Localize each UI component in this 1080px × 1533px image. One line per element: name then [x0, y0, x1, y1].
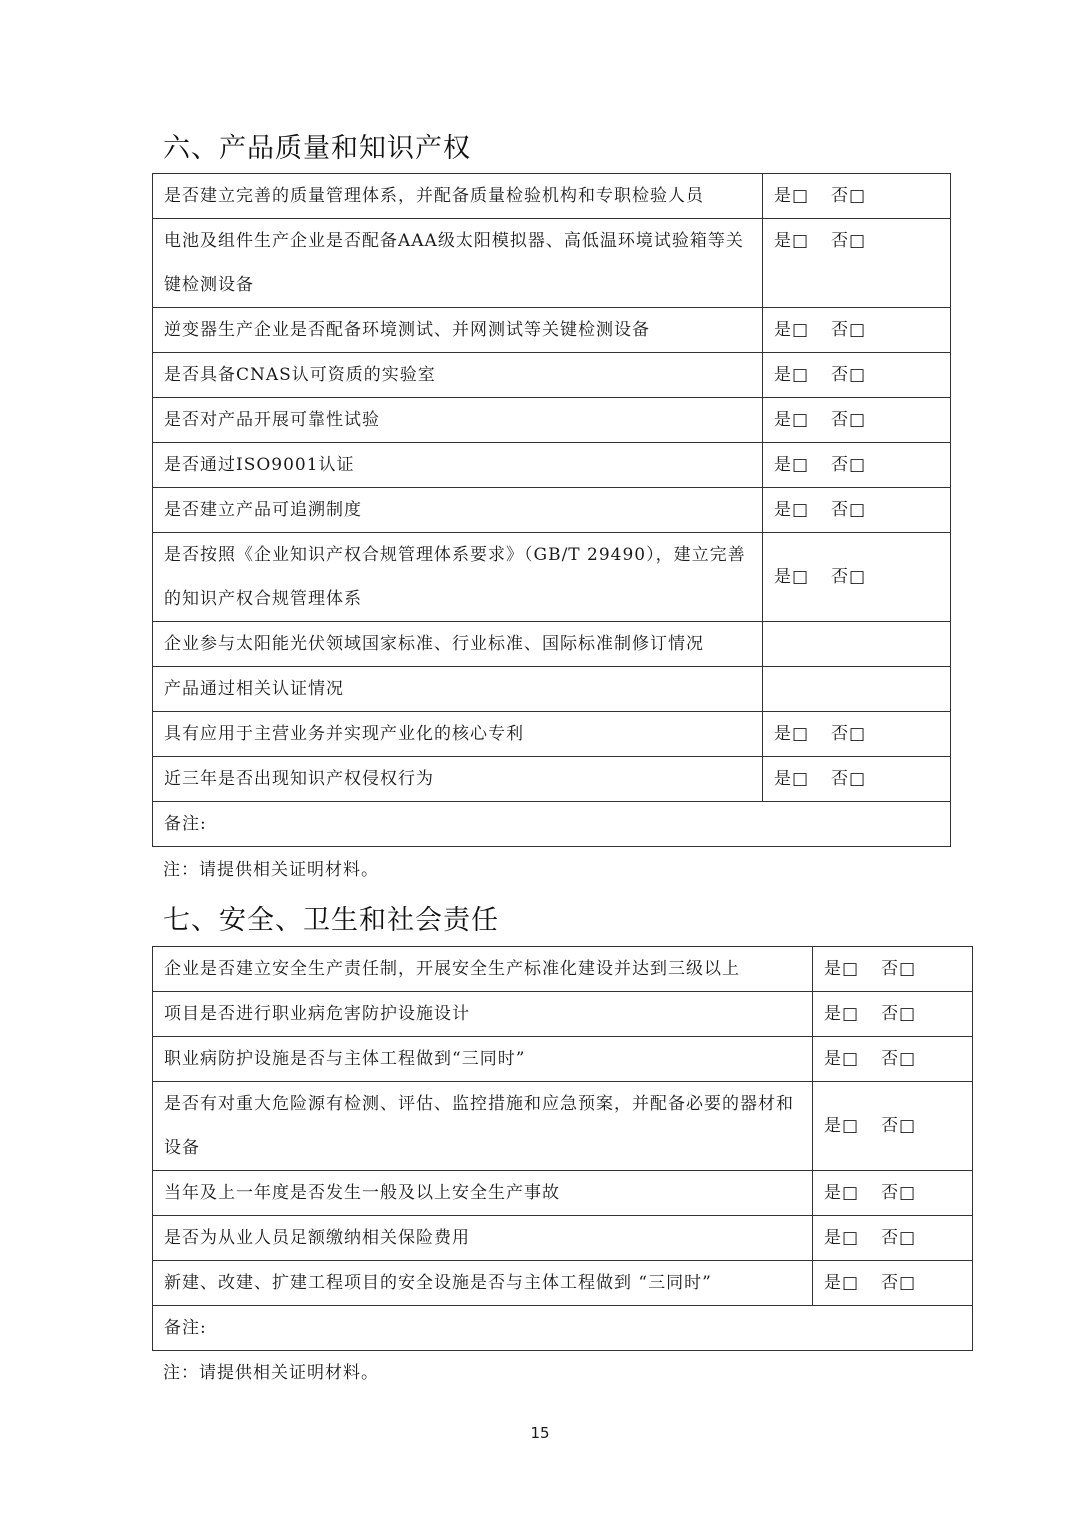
remark-row [153, 1306, 973, 1351]
section7-note: 注：请提供相关证明材料。 [163, 1363, 379, 1383]
question-cell: 是否建立产品可追溯制度 [153, 488, 763, 533]
yes-checkbox[interactable]: 是□ [774, 455, 810, 475]
question-cell: 企业参与太阳能光伏领域国家标准、行业标准、国际标准制修订情况 [153, 622, 763, 667]
yes-checkbox[interactable]: 是□ [824, 959, 860, 979]
answer-cell[interactable] [813, 1261, 973, 1306]
question-cell: 产品通过相关认证情况 [153, 667, 763, 712]
table-row [153, 533, 951, 622]
table-row [153, 947, 973, 992]
no-checkbox[interactable]: 否□ [831, 186, 867, 206]
no-checkbox[interactable]: 否□ [831, 500, 867, 520]
question-cell: 新建、改建、扩建工程项目的安全设施是否与主体工程做到 “三同时” [153, 1261, 813, 1306]
table-row [153, 1171, 973, 1216]
yes-checkbox[interactable]: 是□ [774, 320, 810, 340]
answer-cell[interactable] [763, 622, 951, 667]
answer-cell[interactable] [763, 712, 951, 757]
table-row [153, 1082, 973, 1171]
no-checkbox[interactable]: 否□ [831, 769, 867, 789]
no-checkbox[interactable]: 否□ [831, 320, 867, 340]
yes-checkbox[interactable]: 是□ [824, 1183, 860, 1203]
question-cell: 当年及上一年度是否发生一般及以上安全生产事故 [153, 1171, 813, 1216]
no-checkbox[interactable]: 否□ [881, 1183, 917, 1203]
table-row [153, 622, 951, 667]
table-row [153, 219, 951, 308]
answer-cell[interactable] [763, 174, 951, 219]
no-checkbox[interactable]: 否□ [831, 365, 867, 385]
table-row [153, 174, 951, 219]
answer-cell[interactable] [763, 757, 951, 802]
no-checkbox[interactable]: 否□ [881, 1049, 917, 1069]
question-cell: 是否按照《企业知识产权合规管理体系要求》（GB/T 29490），建立完善的知识产权合规管理体系 [153, 533, 763, 622]
question-cell: 项目是否进行职业病危害防护设施设计 [153, 992, 813, 1037]
section6-title: 六、产品质量和知识产权 [163, 133, 471, 164]
table-row [153, 667, 951, 712]
no-checkbox[interactable]: 否□ [881, 1228, 917, 1248]
no-checkbox[interactable]: 否□ [831, 567, 867, 587]
yes-checkbox[interactable]: 是□ [824, 1116, 860, 1136]
section7-title: 七、安全、卫生和社会责任 [163, 905, 499, 936]
table-row [153, 757, 951, 802]
answer-cell[interactable] [763, 488, 951, 533]
section6-note: 注：请提供相关证明材料。 [163, 860, 379, 880]
answer-cell[interactable] [813, 1171, 973, 1216]
no-checkbox[interactable]: 否□ [831, 724, 867, 744]
remark-row [153, 802, 951, 847]
yes-checkbox[interactable]: 是□ [824, 1273, 860, 1293]
yes-checkbox[interactable]: 是□ [824, 1004, 860, 1024]
question-cell: 是否具备CNAS认可资质的实验室 [153, 353, 763, 398]
answer-cell[interactable] [763, 667, 951, 712]
no-checkbox[interactable]: 否□ [831, 455, 867, 475]
answer-cell[interactable] [813, 992, 973, 1037]
table-row [153, 488, 951, 533]
table-row [153, 1037, 973, 1082]
yes-checkbox[interactable]: 是□ [774, 769, 810, 789]
answer-cell[interactable] [763, 353, 951, 398]
table-row [153, 443, 951, 488]
question-cell: 电池及组件生产企业是否配备AAA级太阳模拟器、高低温环境试验箱等关键检测设备 [153, 219, 763, 308]
yes-checkbox[interactable]: 是□ [774, 567, 810, 587]
question-cell: 近三年是否出现知识产权侵权行为 [153, 757, 763, 802]
question-cell: 逆变器生产企业是否配备环境测试、并网测试等关键检测设备 [153, 308, 763, 353]
answer-cell[interactable] [763, 398, 951, 443]
section6-table [152, 173, 951, 847]
table-row [153, 1216, 973, 1261]
answer-cell[interactable] [763, 533, 951, 622]
question-cell: 是否对产品开展可靠性试验 [153, 398, 763, 443]
yes-checkbox[interactable]: 是□ [774, 724, 810, 744]
yes-checkbox[interactable]: 是□ [774, 410, 810, 430]
answer-cell[interactable] [813, 947, 973, 992]
answer-cell[interactable] [813, 1037, 973, 1082]
answer-cell[interactable] [813, 1216, 973, 1261]
question-cell: 是否有对重大危险源有检测、评估、监控措施和应急预案，并配备必要的器材和设备 [153, 1082, 813, 1171]
question-cell: 职业病防护设施是否与主体工程做到“三同时” [153, 1037, 813, 1082]
page-number: 15 [530, 1424, 550, 1442]
answer-cell[interactable] [763, 443, 951, 488]
answer-cell[interactable] [813, 1082, 973, 1171]
question-cell: 企业是否建立安全生产责任制，开展安全生产标准化建设并达到三级以上 [153, 947, 813, 992]
table-row [153, 353, 951, 398]
yes-checkbox[interactable]: 是□ [774, 500, 810, 520]
no-checkbox[interactable]: 否□ [831, 231, 867, 251]
no-checkbox[interactable]: 否□ [881, 1273, 917, 1293]
question-cell: 是否为从业人员足额缴纳相关保险费用 [153, 1216, 813, 1261]
table-row [153, 712, 951, 757]
no-checkbox[interactable]: 否□ [881, 959, 917, 979]
remark-cell[interactable]: 备注: [153, 1306, 973, 1351]
no-checkbox[interactable]: 否□ [881, 1004, 917, 1024]
question-cell: 具有应用于主营业务并实现产业化的核心专利 [153, 712, 763, 757]
table-row [153, 1261, 973, 1306]
yes-checkbox[interactable]: 是□ [774, 365, 810, 385]
answer-cell[interactable] [763, 308, 951, 353]
no-checkbox[interactable]: 否□ [881, 1116, 917, 1136]
remark-cell[interactable]: 备注: [153, 802, 951, 847]
yes-checkbox[interactable]: 是□ [824, 1228, 860, 1248]
section7-table [152, 946, 973, 1351]
table-row [153, 992, 973, 1037]
question-cell: 是否建立完善的质量管理体系，并配备质量检验机构和专职检验人员 [153, 174, 763, 219]
yes-checkbox[interactable]: 是□ [774, 186, 810, 206]
no-checkbox[interactable]: 否□ [831, 410, 867, 430]
table-row [153, 308, 951, 353]
question-cell: 是否通过ISO9001认证 [153, 443, 763, 488]
yes-checkbox[interactable]: 是□ [774, 231, 810, 251]
yes-checkbox[interactable]: 是□ [824, 1049, 860, 1069]
table-row [153, 398, 951, 443]
answer-cell[interactable] [763, 219, 951, 308]
